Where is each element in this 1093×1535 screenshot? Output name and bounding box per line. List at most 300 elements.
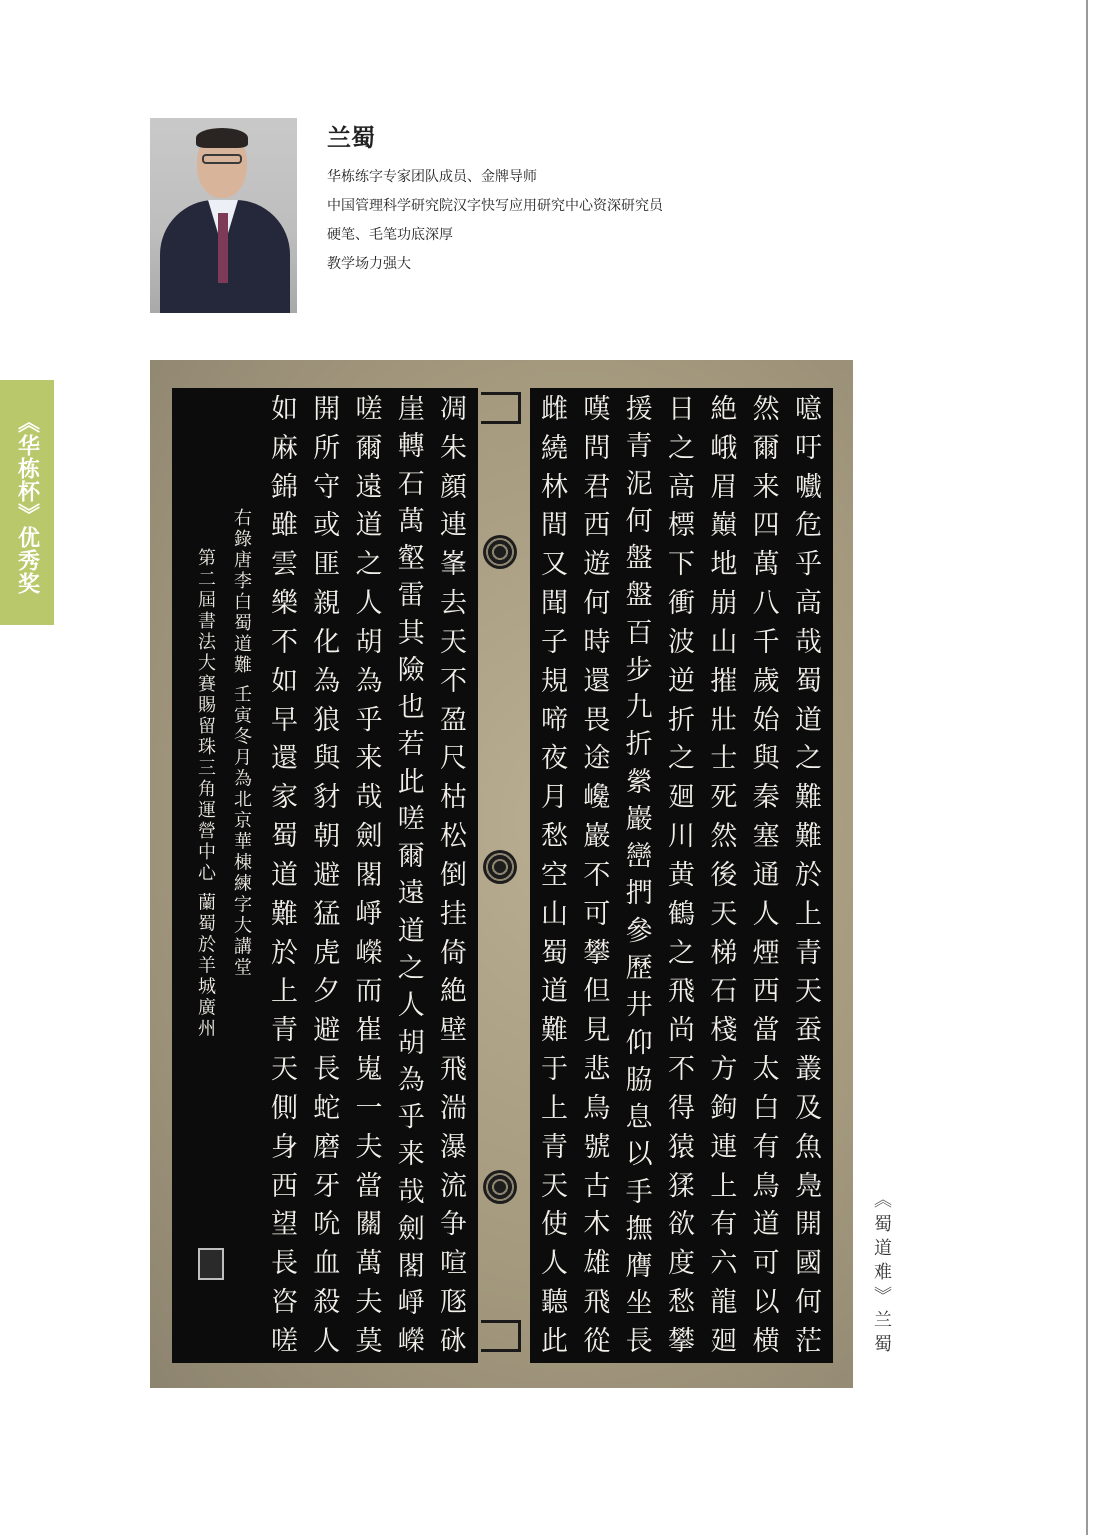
calligraphy-char: 啼 (541, 704, 568, 736)
calligraphy-char: 石 (397, 468, 425, 500)
calligraphy-char: 然 (710, 821, 738, 853)
calligraphy-char: 飛 (583, 1287, 611, 1319)
calligraphy-char: 嵬 (355, 1054, 383, 1086)
calligraphy-char: 叢 (794, 1054, 822, 1086)
calligraphy-char: 棧 (710, 1015, 738, 1047)
calligraphy-char: 難 (794, 821, 822, 853)
calligraphy-char: 莫 (355, 1325, 383, 1357)
calligraphy-char: 匪 (313, 549, 341, 581)
calligraphy-char: 錦 (271, 471, 298, 503)
calligraphy-char: 家 (271, 782, 298, 814)
calligraphy-char: 噫 (794, 394, 822, 425)
calligraphy-char: 雄 (583, 1248, 611, 1280)
calligraphy-char: 為 (397, 1064, 425, 1096)
calligraphy-char: 始 (752, 704, 780, 736)
calligraphy-char: 雲 (271, 549, 298, 581)
calligraphy-char: 仰 (625, 1027, 653, 1059)
calligraphy-char: 白 (752, 1092, 780, 1124)
calligraphy-char: 砯 (440, 1325, 467, 1357)
signature-line-2: 第二屆書法大賽賜留珠三角運營中心 蘭蜀於羊城廣州 (195, 548, 216, 1040)
calligraphy-char: 萬 (752, 549, 780, 581)
calligraphy-char: 去 (440, 588, 467, 620)
calligraphy-char: 峨 (710, 432, 738, 464)
calligraphy-char: 難 (541, 1015, 568, 1047)
calligraphy-char: 嚱 (794, 471, 822, 503)
page-edge-rule (1086, 0, 1088, 1535)
calligraphy-panel-right (530, 388, 833, 1363)
calligraphy-char: 逆 (667, 665, 695, 697)
calligraphy-char: 崢 (397, 1288, 425, 1320)
calligraphy-char: 見 (583, 1015, 611, 1047)
calligraphy-char: 顔 (440, 471, 467, 503)
calligraphy-char: 開 (794, 1209, 822, 1241)
calligraphy-char: 嘆 (583, 394, 611, 425)
calligraphy-char: 絶 (440, 976, 467, 1008)
calligraphy-char: 人 (397, 990, 425, 1022)
calligraphy-char: 猛 (313, 898, 341, 930)
calligraphy-char: 下 (667, 549, 695, 581)
calligraphy-char: 絶 (710, 394, 738, 425)
calligraphy-char: 道 (271, 859, 298, 891)
calligraphy-char: 以 (752, 1287, 780, 1319)
calligraphy-char: 天 (440, 626, 467, 658)
calligraphy-char: 閣 (397, 1251, 425, 1283)
calligraphy-char: 峯 (440, 549, 467, 581)
award-label: 《华栋杯》优秀奖 (14, 410, 40, 595)
calligraphy-grid-left (268, 396, 470, 1355)
calligraphy-char: 閣 (355, 859, 383, 891)
calligraphy-char: 道 (541, 976, 568, 1008)
calligraphy-char: 有 (710, 1209, 738, 1241)
calligraphy-char: 不 (440, 665, 467, 697)
calligraphy-char: 遠 (355, 471, 383, 503)
calligraphy-char: 崖 (397, 394, 425, 425)
calligraphy-char: 人 (541, 1248, 568, 1280)
calligraphy-char: 狼 (313, 704, 341, 736)
calligraphy-char: 青 (271, 1015, 298, 1047)
calligraphy-char: 虎 (313, 937, 341, 969)
calligraphy-char: 遊 (583, 549, 611, 581)
calligraphy-char: 愁 (541, 821, 568, 853)
calligraphy-char: 石 (710, 976, 738, 1008)
calligraphy-char: 九 (625, 692, 653, 724)
calligraphy-char: 川 (667, 821, 695, 853)
calligraphy-char: 乎 (355, 704, 383, 736)
calligraphy-char: 途 (583, 743, 611, 775)
calligraphy-char: 人 (752, 898, 780, 930)
calligraphy-char: 西 (271, 1170, 298, 1202)
calligraphy-char: 倒 (440, 859, 467, 891)
calligraphy-char: 于 (541, 1054, 568, 1086)
calligraphy-char: 萬 (355, 1248, 383, 1280)
calligraphy-char: 鳥 (583, 1092, 611, 1124)
corner-ornament-top (481, 392, 521, 424)
calligraphy-char: 坐 (625, 1288, 653, 1320)
calligraphy-char: 巖 (625, 803, 653, 835)
calligraphy-char: 歲 (752, 665, 780, 697)
calligraphy-char: 標 (667, 510, 695, 542)
calligraphy-char: 身 (271, 1131, 298, 1163)
calligraphy-char: 眉 (710, 471, 738, 503)
calligraphy-char: 愁 (667, 1287, 695, 1319)
calligraphy-char: 四 (752, 510, 780, 542)
photo-tie (218, 213, 228, 283)
calligraphy-char: 胡 (355, 626, 383, 658)
calligraphy-char: 爾 (397, 841, 425, 873)
calligraphy-char: 國 (794, 1248, 822, 1280)
calligraphy-char: 之 (667, 937, 695, 969)
calligraphy-char: 盈 (440, 704, 467, 736)
calligraphy-char: 湍 (440, 1092, 467, 1124)
calligraphy-char: 巉 (583, 782, 611, 814)
calligraphy-char: 青 (794, 937, 822, 969)
calligraphy-char: 士 (710, 743, 738, 775)
calligraphy-char: 萬 (397, 505, 425, 537)
calligraphy-char: 還 (583, 665, 611, 697)
calligraphy-char: 茫 (794, 1325, 822, 1357)
calligraphy-char: 於 (271, 937, 298, 969)
calligraphy-char: 撫 (625, 1213, 653, 1245)
calligraphy-char: 蜀 (794, 665, 822, 697)
calligraphy-char: 如 (271, 394, 298, 425)
calligraphy-char: 避 (313, 1015, 341, 1047)
calligraphy-char: 道 (355, 510, 383, 542)
calligraphy-char: 天 (710, 898, 738, 930)
calligraphy-char: 崔 (355, 1015, 383, 1047)
calligraphy-column (750, 396, 783, 1355)
calligraphy-char: 方 (710, 1054, 738, 1086)
calligraphy-char: 難 (794, 782, 822, 814)
calligraphy-char: 從 (583, 1325, 611, 1357)
calligraphy-char: 長 (271, 1248, 298, 1280)
calligraphy-char: 樂 (271, 588, 298, 620)
calligraphy-char: 天 (794, 976, 822, 1008)
calligraphy-char: 磨 (313, 1131, 341, 1163)
calligraphy-char: 攀 (583, 937, 611, 969)
calligraphy-char: 守 (313, 471, 341, 503)
calligraphy-char: 廻 (667, 782, 695, 814)
calligraphy-char: 之 (397, 952, 425, 984)
calligraphy-char: 魚 (794, 1131, 822, 1163)
calligraphy-char: 吮 (313, 1209, 341, 1241)
calligraphy-char: 連 (710, 1131, 738, 1163)
calligraphy-char: 望 (271, 1209, 298, 1241)
calligraphy-char: 時 (583, 626, 611, 658)
calligraphy-char: 遠 (397, 878, 425, 910)
calligraphy-grid-right (538, 396, 825, 1355)
calligraphy-column (268, 396, 301, 1355)
calligraphy-char: 豺 (313, 782, 341, 814)
calligraphy-char: 可 (752, 1248, 780, 1280)
calligraphy-char: 殺 (313, 1287, 341, 1319)
calligraphy-char: 長 (313, 1054, 341, 1086)
calligraphy-char: 又 (541, 549, 568, 581)
calligraphy-char: 得 (667, 1092, 695, 1124)
calligraphy-char: 八 (752, 588, 780, 620)
calligraphy-char: 摧 (710, 665, 738, 697)
calligraphy-char: 爾 (752, 432, 780, 464)
calligraphy-char: 死 (710, 782, 738, 814)
calligraphy-char: 縈 (625, 766, 653, 798)
calligraphy-char: 轉 (397, 431, 425, 463)
calligraphy-char: 争 (440, 1209, 467, 1241)
calligraphy-char: 胡 (397, 1027, 425, 1059)
calligraphy-char: 參 (625, 915, 653, 947)
author-photo (150, 118, 297, 313)
calligraphy-char: 之 (667, 432, 695, 464)
calligraphy-char: 天 (271, 1054, 298, 1086)
calligraphy-char: 危 (794, 510, 822, 542)
calligraphy-char: 一 (355, 1092, 383, 1124)
calligraphy-char: 盤 (625, 580, 653, 612)
calligraphy-char: 度 (667, 1248, 695, 1280)
calligraphy-char: 以 (625, 1139, 653, 1171)
calligraphy-char: 麻 (271, 432, 298, 464)
calligraphy-char: 巒 (625, 841, 653, 873)
bio-line: 硬笔、毛笔功底深厚 (327, 227, 453, 243)
calligraphy-char: 然 (752, 394, 780, 425)
calligraphy-panel-left (172, 388, 478, 1363)
calligraphy-char: 波 (667, 626, 695, 658)
calligraphy-char: 早 (271, 704, 298, 736)
calligraphy-char: 西 (752, 976, 780, 1008)
calligraphy-char: 井 (625, 990, 653, 1022)
calligraphy-char: 為 (355, 665, 383, 697)
calligraphy-char: 援 (625, 394, 653, 425)
calligraphy-char: 朱 (440, 432, 467, 464)
calligraphy-char: 嗟 (397, 803, 425, 835)
calligraphy-char: 避 (313, 859, 341, 891)
calligraphy-char: 朝 (313, 821, 341, 853)
calligraphy-char: 脇 (625, 1064, 653, 1096)
seal-stamp (198, 1248, 224, 1280)
calligraphy-char: 嶸 (355, 937, 383, 969)
calligraphy-char: 手 (625, 1176, 653, 1208)
calligraphy-char: 六 (710, 1248, 738, 1280)
calligraphy-char: 之 (667, 743, 695, 775)
round-ornament (483, 850, 517, 884)
calligraphy-char: 人 (355, 588, 383, 620)
calligraphy-char: 為 (313, 665, 341, 697)
calligraphy-char: 也 (397, 692, 425, 724)
calligraphy-column (623, 396, 656, 1355)
calligraphy-char: 不 (667, 1054, 695, 1086)
calligraphy-char: 此 (541, 1325, 568, 1357)
calligraphy-char: 道 (794, 704, 822, 736)
calligraphy-char: 君 (583, 471, 611, 503)
calligraphy-char: 後 (710, 859, 738, 891)
calligraphy-char: 夫 (355, 1131, 383, 1163)
calligraphy-char: 雖 (271, 510, 298, 542)
calligraphy-char: 乎 (794, 549, 822, 581)
calligraphy-char: 間 (541, 510, 568, 542)
calligraphy-char: 之 (355, 549, 383, 581)
calligraphy-char: 青 (541, 1131, 568, 1163)
signature-line-1: 右錄唐李白蜀道難 壬寅冬月為北京華棟練字大講堂 (231, 508, 252, 979)
calligraphy-char: 来 (752, 471, 780, 503)
calligraphy-column (665, 396, 698, 1355)
calligraphy-column (437, 396, 470, 1355)
calligraphy-char: 當 (752, 1015, 780, 1047)
calligraphy-char: 當 (355, 1170, 383, 1202)
calligraphy-char: 或 (313, 510, 341, 542)
calligraphy-char: 地 (710, 549, 738, 581)
calligraphy-char: 山 (541, 898, 568, 930)
calligraphy-char: 豗 (440, 1287, 467, 1319)
calligraphy-char: 青 (625, 431, 653, 463)
calligraphy-char: 塞 (752, 821, 780, 853)
calligraphy-char: 千 (752, 626, 780, 658)
calligraphy-char: 空 (541, 859, 568, 891)
bio-line: 华栋练字专家团队成员、金牌导师 (327, 169, 537, 185)
calligraphy-char: 開 (313, 394, 341, 425)
calligraphy-char: 上 (794, 898, 822, 930)
corner-ornament-bottom (481, 1320, 521, 1352)
calligraphy-char: 崢 (355, 898, 383, 930)
calligraphy-char: 悲 (583, 1054, 611, 1086)
calligraphy-char: 夜 (541, 743, 568, 775)
calligraphy-char: 親 (313, 588, 341, 620)
calligraphy-char: 高 (794, 588, 822, 620)
calligraphy-char: 壑 (397, 543, 425, 575)
calligraphy-char: 連 (440, 510, 467, 542)
calligraphy-char: 而 (355, 976, 383, 1008)
photo-glasses (202, 154, 242, 164)
calligraphy-char: 歷 (625, 952, 653, 984)
calligraphy-char: 問 (583, 432, 611, 464)
calligraphy-char: 鉤 (710, 1092, 738, 1124)
calligraphy-char: 攀 (667, 1325, 695, 1357)
calligraphy-char: 與 (752, 743, 780, 775)
calligraphy-char: 上 (541, 1092, 568, 1124)
calligraphy-char: 山 (710, 626, 738, 658)
calligraphy-char: 聽 (541, 1287, 568, 1319)
calligraphy-char: 廻 (710, 1325, 738, 1357)
calligraphy-char: 挂 (440, 898, 467, 930)
calligraphy-char: 吁 (794, 432, 822, 464)
calligraphy-char: 膺 (625, 1251, 653, 1283)
author-bio (327, 163, 663, 279)
calligraphy-char: 關 (355, 1209, 383, 1241)
calligraphy-char: 於 (794, 859, 822, 891)
calligraphy-char: 雷 (397, 580, 425, 612)
calligraphy-column (792, 396, 825, 1355)
calligraphy-char: 但 (583, 976, 611, 1008)
calligraphy-char: 爾 (355, 432, 383, 464)
calligraphy-char: 何 (625, 505, 653, 537)
calligraphy-char: 林 (541, 471, 568, 503)
calligraphy-char: 血 (313, 1248, 341, 1280)
calligraphy-char: 蜀 (541, 937, 568, 969)
calligraphy-char: 秦 (752, 782, 780, 814)
calligraphy-char: 聞 (541, 588, 568, 620)
calligraphy-column (580, 396, 613, 1355)
calligraphy-char: 飛 (440, 1054, 467, 1086)
calligraphy-char: 長 (625, 1325, 653, 1357)
calligraphy-char: 百 (625, 617, 653, 649)
calligraphy-char: 之 (794, 743, 822, 775)
calligraphy-char: 雌 (541, 394, 568, 425)
calligraphy-char: 尚 (667, 1015, 695, 1047)
calligraphy-char: 崩 (710, 588, 738, 620)
calligraphy-char: 巔 (710, 510, 738, 542)
calligraphy-char: 何 (794, 1287, 822, 1319)
bio-line: 中国管理科学研究院汉字快写应用研究中心资深研究员 (327, 198, 663, 214)
calligraphy-char: 日 (667, 394, 695, 425)
calligraphy-char: 巖 (583, 821, 611, 853)
calligraphy-char: 側 (271, 1092, 298, 1124)
work-caption: 《蜀道难》兰蜀 (871, 1190, 892, 1358)
calligraphy-char: 上 (271, 976, 298, 1008)
calligraphy-char: 来 (355, 743, 383, 775)
calligraphy-char: 若 (397, 729, 425, 761)
calligraphy-char: 来 (397, 1139, 425, 1171)
calligraphy-char: 夫 (355, 1287, 383, 1319)
award-tab (0, 380, 54, 625)
calligraphy-char: 有 (752, 1131, 780, 1163)
calligraphy-char: 上 (710, 1170, 738, 1202)
calligraphy-char: 捫 (625, 878, 653, 910)
calligraphy-char: 其 (397, 617, 425, 649)
calligraphy-artwork (150, 360, 853, 1388)
calligraphy-char: 鳧 (794, 1170, 822, 1202)
calligraphy-char: 黄 (667, 859, 695, 891)
calligraphy-char: 月 (541, 782, 568, 814)
calligraphy-char: 子 (541, 626, 568, 658)
calligraphy-char: 蛇 (313, 1092, 341, 1124)
calligraphy-column (538, 396, 571, 1355)
calligraphy-char: 飛 (667, 976, 695, 1008)
calligraphy-char: 喧 (440, 1248, 467, 1280)
calligraphy-char: 畏 (583, 704, 611, 736)
calligraphy-char: 太 (752, 1054, 780, 1086)
calligraphy-char: 木 (583, 1209, 611, 1241)
calligraphy-char: 與 (313, 743, 341, 775)
calligraphy-char: 欲 (667, 1209, 695, 1241)
calligraphy-char: 可 (583, 898, 611, 930)
calligraphy-char: 繞 (541, 432, 568, 464)
calligraphy-char: 乎 (397, 1102, 425, 1134)
calligraphy-char: 古 (583, 1170, 611, 1202)
calligraphy-char: 盤 (625, 543, 653, 575)
bio-line: 教学场力强大 (327, 256, 411, 272)
calligraphy-char: 咨 (271, 1287, 298, 1319)
calligraphy-char: 折 (667, 704, 695, 736)
calligraphy-char: 哉 (794, 626, 822, 658)
calligraphy-char: 猱 (667, 1170, 695, 1202)
calligraphy-char: 蜀 (271, 821, 298, 853)
calligraphy-char: 嗟 (271, 1325, 298, 1357)
calligraphy-char: 尺 (440, 743, 467, 775)
calligraphy-column (707, 396, 740, 1355)
calligraphy-char: 夕 (313, 976, 341, 1008)
calligraphy-char: 哉 (355, 782, 383, 814)
calligraphy-char: 壯 (710, 704, 738, 736)
calligraphy-char: 道 (397, 915, 425, 947)
author-name: 兰蜀 (327, 123, 375, 152)
calligraphy-char: 難 (271, 898, 298, 930)
calligraphy-char: 衝 (667, 588, 695, 620)
calligraphy-char: 壁 (440, 1015, 467, 1047)
calligraphy-char: 牙 (313, 1170, 341, 1202)
calligraphy-char: 所 (313, 432, 341, 464)
calligraphy-char: 劍 (397, 1213, 425, 1245)
calligraphy-char: 險 (397, 654, 425, 686)
calligraphy-char: 化 (313, 626, 341, 658)
calligraphy-char: 高 (667, 471, 695, 503)
calligraphy-char: 枯 (440, 782, 467, 814)
calligraphy-char: 猿 (667, 1131, 695, 1163)
